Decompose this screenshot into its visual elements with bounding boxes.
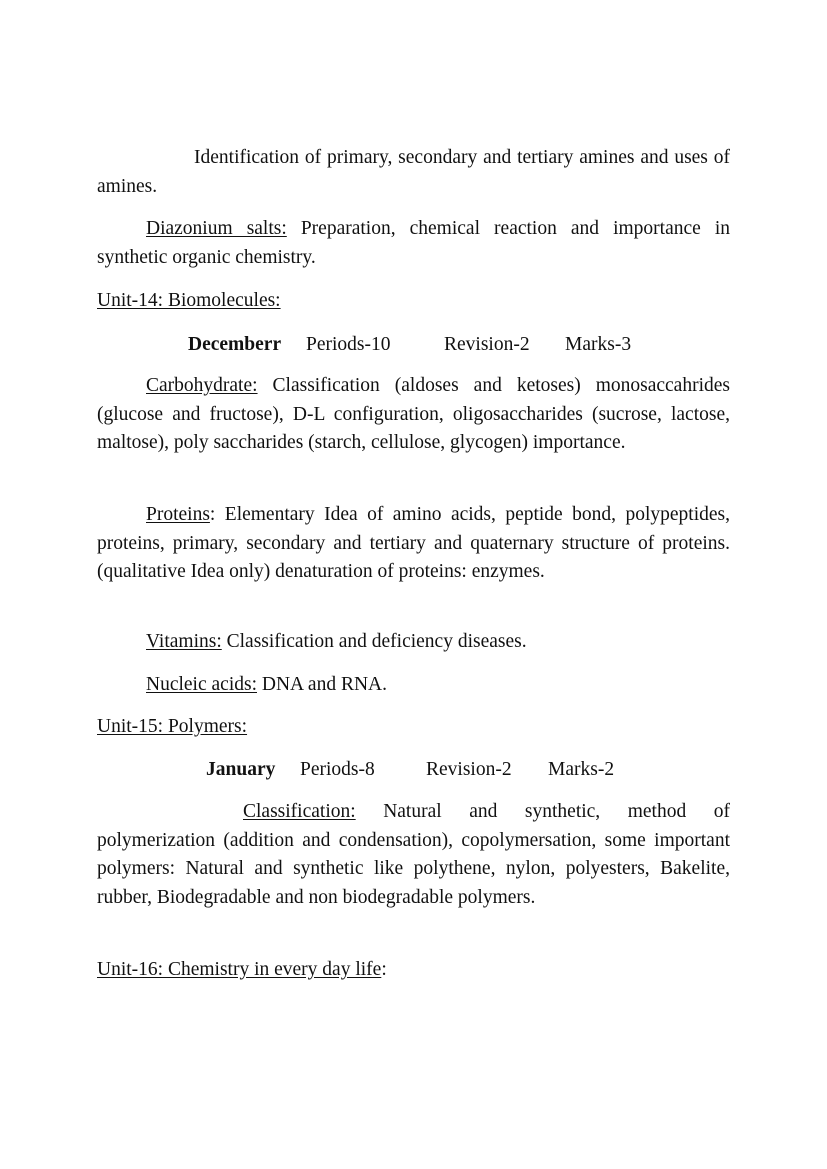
unit14-periods: Periods-10 bbox=[306, 334, 391, 355]
unit15-marks: Marks-2 bbox=[548, 759, 615, 780]
nucleic-paragraph bbox=[97, 671, 730, 700]
unit14-heading bbox=[97, 287, 730, 316]
unit16-heading-suffix: : bbox=[381, 959, 387, 980]
vitamins-heading: Vitamins: bbox=[146, 631, 222, 652]
amines-paragraph bbox=[97, 144, 730, 201]
vitamins-text: Classification and deficiency diseases. bbox=[221, 631, 527, 652]
diazonium-text: Preparation, chemical reaction and importance in synthetic organic chemistry. bbox=[97, 218, 730, 268]
classification-paragraph bbox=[97, 798, 730, 912]
unit15-revision: Revision-2 bbox=[426, 759, 512, 780]
proteins-heading: Proteins bbox=[146, 504, 210, 525]
proteins-paragraph bbox=[97, 501, 730, 587]
diazonium-paragraph bbox=[97, 215, 730, 272]
carbohydrate-paragraph bbox=[97, 372, 730, 458]
unit14-revision: Revision-2 bbox=[444, 334, 530, 355]
unit16-heading bbox=[97, 956, 730, 985]
unit14-marks: Marks-3 bbox=[565, 334, 632, 355]
classification-text: Natural and synthetic, method of polymerization (addition and condensation), copolymersation, some important polymers: Natural and synthetic like polythene, nylon, polyesters, Bakelite, rubber, Biodegradable and non biodegradable polymers. bbox=[97, 801, 730, 908]
unit15-heading-text: Unit-15: Polymers: bbox=[97, 716, 248, 737]
carbohydrate-text: Classification (aldoses and ketoses) monosaccahrides (glucose and fructose), D-L configuration, oligosaccharides (sucrose, lactose, maltose), poly saccharides (starch, cellulose, glycogen) importance. bbox=[97, 375, 730, 454]
unit16-heading-text: Unit-16: Chemistry in every day life bbox=[97, 959, 382, 980]
vitamins-paragraph bbox=[97, 628, 730, 657]
proteins-text: : Elementary Idea of amino acids, peptide bond, polypeptides, proteins, primary, secondary and tertiary and quaternary structure of proteins. (qualitative Idea only) denaturation of proteins: enzymes. bbox=[97, 504, 730, 583]
unit15-heading bbox=[97, 713, 730, 742]
nucleic-heading: Nucleic acids: bbox=[146, 674, 257, 695]
unit15-periods: Periods-8 bbox=[300, 759, 375, 780]
amines-text: Identification of primary, secondary and tertiary amines and uses of amines. bbox=[97, 147, 730, 197]
carbohydrate-heading: Carbohydrate: bbox=[146, 375, 258, 396]
unit14-heading-text: Unit-14: Biomolecules: bbox=[97, 290, 281, 311]
unit15-month: January bbox=[206, 759, 276, 780]
diazonium-heading: Diazonium salts: bbox=[146, 218, 287, 239]
classification-heading: Classification: bbox=[243, 801, 356, 822]
unit14-month: Decemberr bbox=[188, 334, 282, 355]
nucleic-text: DNA and RNA. bbox=[257, 674, 387, 695]
